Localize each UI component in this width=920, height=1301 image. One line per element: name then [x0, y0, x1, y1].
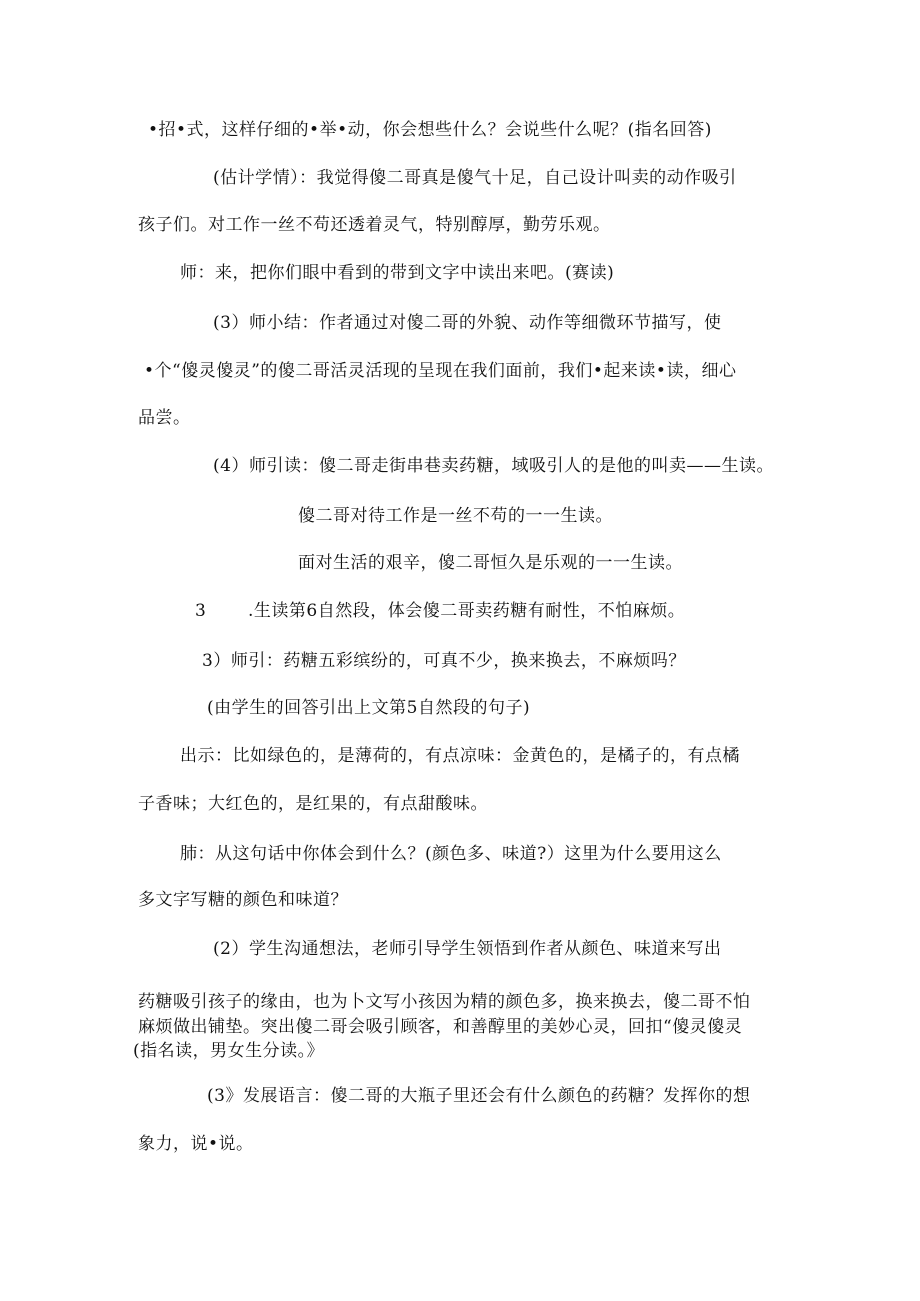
paragraph-line-6: •个“傻灵傻灵”的傻二哥活灵活现的呈现在我们面前，我们•起来读•读，细心: [144, 361, 737, 381]
paragraph-line-19: 药糖吸引孩子的缘由，也为卜文写小孩因为精的颜色多，换来换去，傻二哥不怕: [138, 992, 751, 1012]
paragraph-line-20: 麻烦做出铺垫。突出傻二哥会吸引顾客，和善醇里的美妙心灵，回扣“傻灵傻灵: [138, 1017, 743, 1037]
paragraph-line-17: 多文字写糖的颜色和味道？: [138, 890, 348, 910]
paragraph-line-5: (3）师小结：作者通过对傻二哥的外貌、动作等细微环节描写，使: [213, 313, 722, 333]
paragraph-line-7: 品尝。: [138, 408, 191, 428]
paragraph-line-21: (指名读，男女生分读。》: [133, 1041, 325, 1061]
paragraph-line-8: (4）师引读：傻二哥走街串巷卖药糖，域吸引人的是他的叫卖——生读。: [213, 456, 774, 476]
paragraph-line-13: (由学生的回答引出上文第5自然段的句子): [207, 698, 531, 718]
paragraph-line-16: 肺：从这句话中你体会到什么？(颜色多、味道?）这里为什么要用这么: [180, 844, 722, 864]
paragraph-line-2: (估计学情）：我觉得傻二哥真是傻气十足，自己设计叫卖的动作吸引: [213, 168, 737, 188]
paragraph-line-18: (2）学生沟通想法，老师引导学生领悟到作者从颜色、味道来写出: [213, 939, 722, 959]
paragraph-line-11: .生读第6自然段，体会傻二哥卖药糖有耐性，不怕麻烦。: [248, 601, 686, 621]
paragraph-line-10: 面对生活的艰辛，傻二哥恒久是乐观的一一生读。: [298, 553, 683, 573]
paragraph-line-9: 傻二哥对待工作是一丝不苟的一一生读。: [298, 506, 613, 526]
paragraph-line-14: 出示：比如绿色的，是薄荷的，有点凉味：金黄色的，是橘子的，有点橘: [180, 746, 740, 766]
paragraph-line-12: 3）师引：药糖五彩缤纷的，可真不少，换来换去，不麻烦吗？: [202, 651, 686, 671]
paragraph-line-3: 孩子们。对工作一丝不苟还透着灵气，特别醇厚，勤劳乐观。: [138, 215, 611, 235]
paragraph-line-22: (3》发展语言：傻二哥的大瓶子里还会有什么颜色的药糖？发挥你的想: [207, 1086, 751, 1106]
paragraph-line-15: 子香味；大红色的，是红果的，有点甜酸味。: [138, 794, 488, 814]
list-number: 3: [195, 601, 206, 621]
paragraph-line-1: •招•式，这样仔细的•举•动，你会想些什么？会说些什么呢？(指名回答): [148, 120, 712, 140]
paragraph-line-4: 师：来，把你们眼中看到的带到文字中读出来吧。(赛读): [180, 263, 615, 283]
paragraph-line-23: 象力，说•说。: [138, 1134, 254, 1154]
